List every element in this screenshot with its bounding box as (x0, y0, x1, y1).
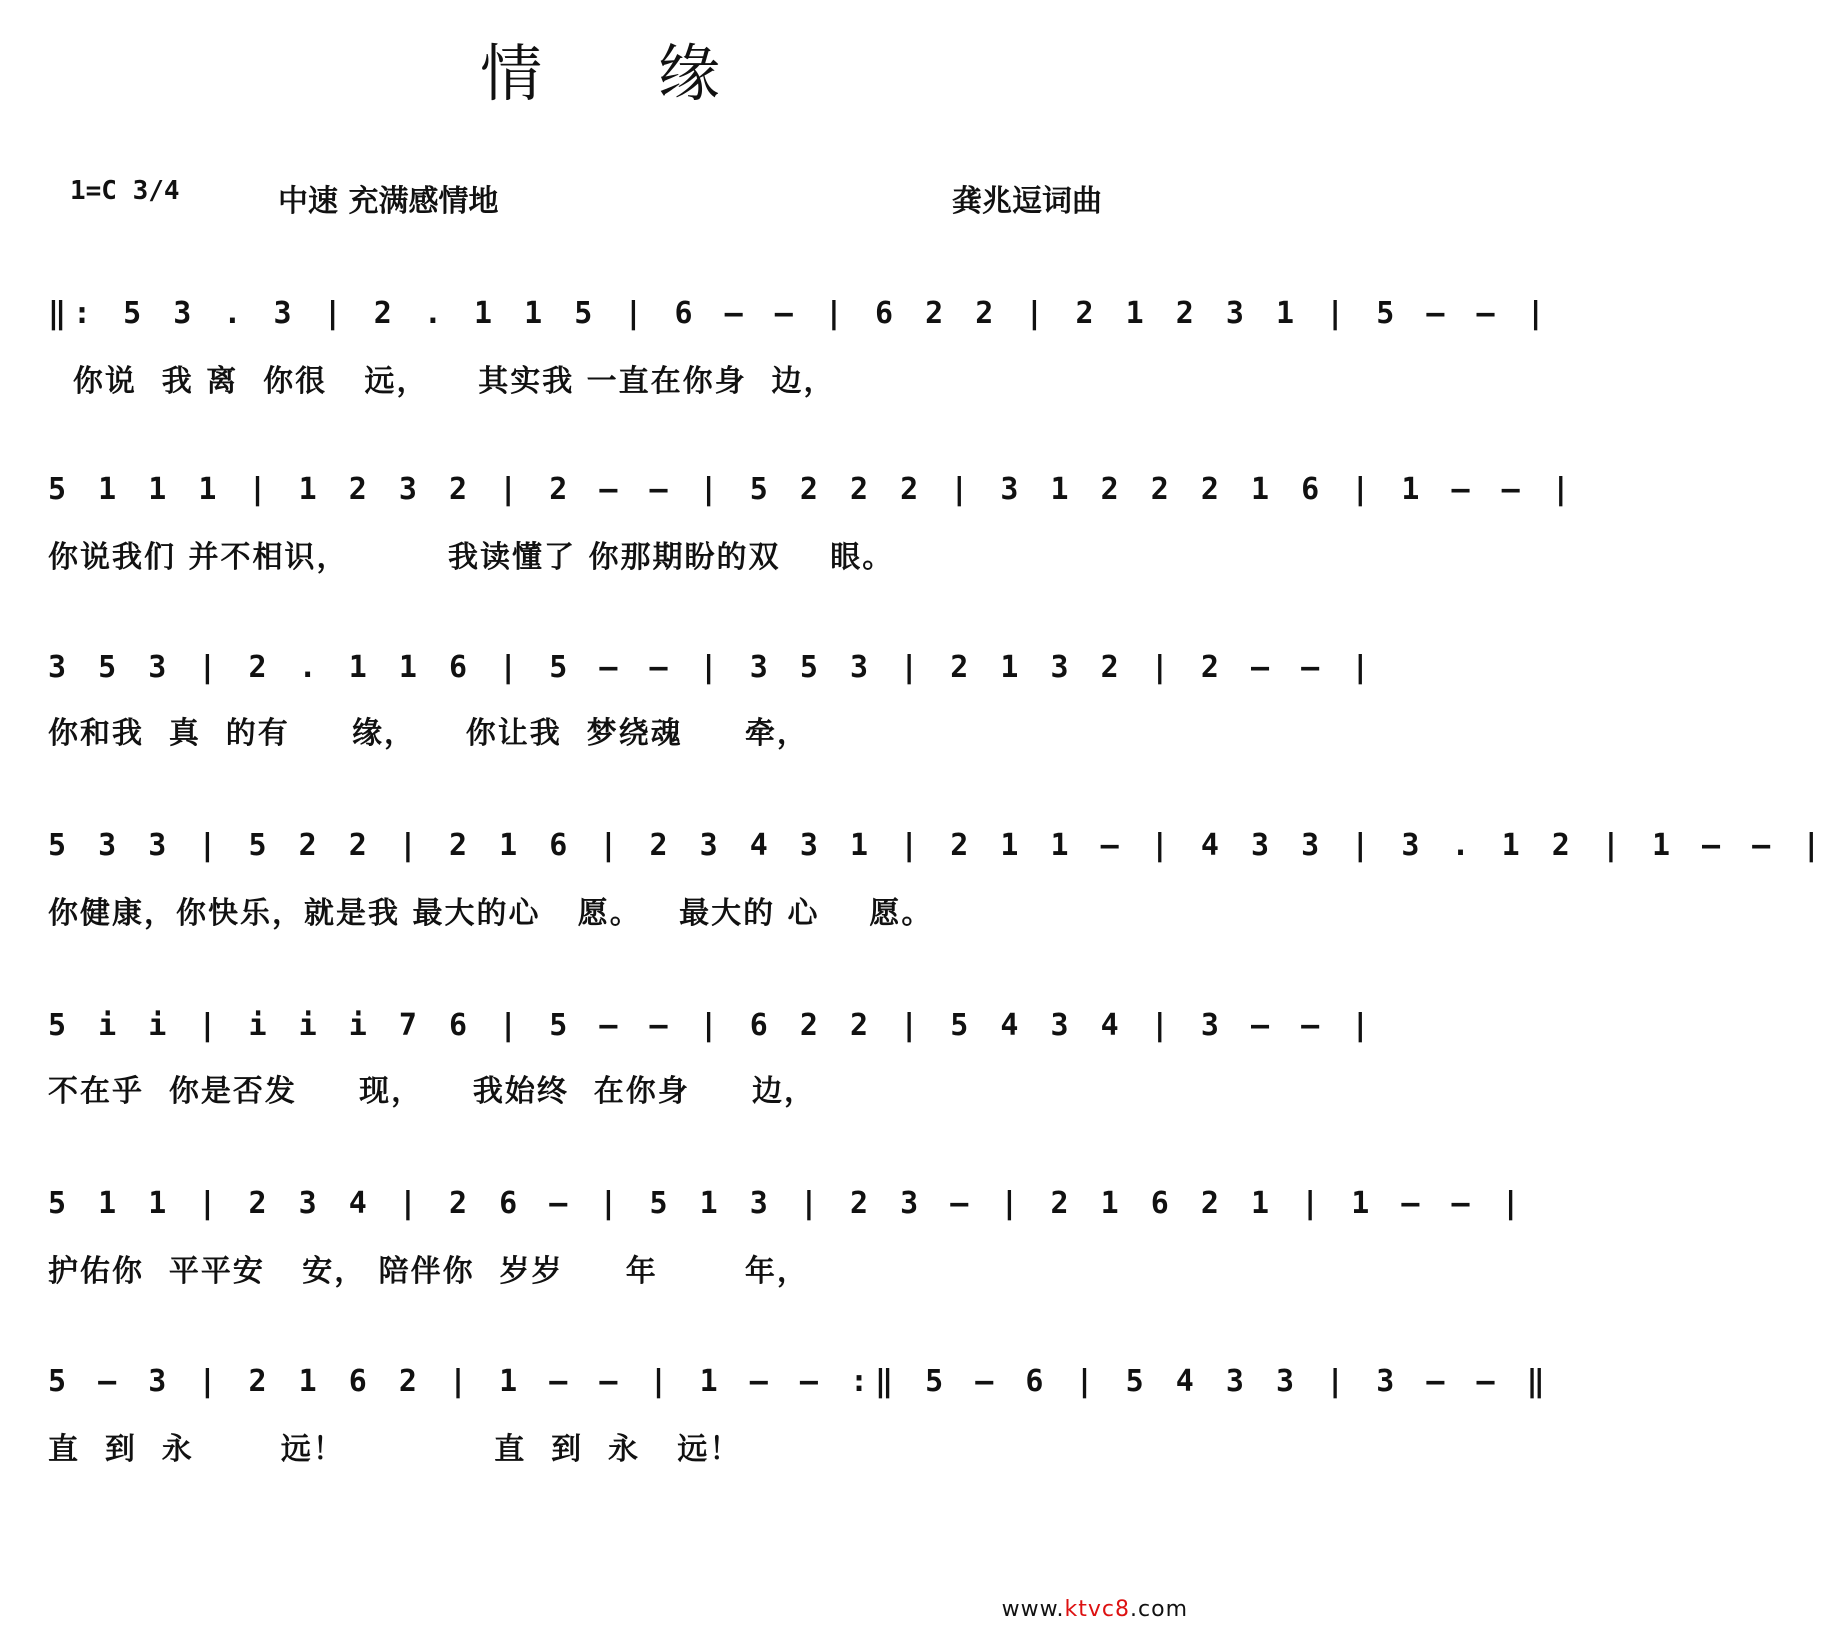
watermark-suffix: .com (1130, 1597, 1188, 1622)
author-credit: 龚兆逗词曲 (952, 184, 1102, 219)
lyrics-row-4: 你健康，你快乐，就是我 最大的心 愿。 最大的 心 愿。 (48, 896, 934, 931)
notation-row-4: 5 3 3 | 5 2 2 | 2 1 6 | 2 3 4 3 1 | 2 1 1 — | 4 3 3 | 3 . 1 2 | 1 — — | (48, 828, 1827, 863)
tempo-marking: 中速 充满感情地 (278, 184, 499, 219)
notation-row-2: 5 1 1 1 | 1 2 3 2 | 2 — — | 5 2 2 2 | 3 1 2 2 2 1 6 | 1 — — | (48, 472, 1577, 507)
song-title: 情 缘 (480, 37, 768, 110)
lyrics-row-5: 不在乎 你是否发 现， 我始终 在你身 边， (48, 1074, 816, 1109)
notation-row-7: 5 — 3 | 2 1 6 2 | 1 — — | 1 — — :‖ 5 — 6 | 5 4 3 3 | 3 — — ‖ (48, 1364, 1552, 1399)
watermark-prefix: www. (1001, 1597, 1065, 1622)
notation-row-6: 5 1 1 | 2 3 4 | 2 6 — | 5 1 3 | 2 3 — | 2 1 6 2 1 | 1 — — | (48, 1186, 1527, 1221)
notation-row-3: 3 5 3 | 2 . 1 1 6 | 5 — — | 3 5 3 | 2 1 3 2 | 2 — — | (48, 650, 1377, 685)
site-watermark (1002, 1597, 1188, 1622)
lyrics-row-1: 你说 我 离 你很 远， 其实我 一直在你身 边， (48, 364, 836, 399)
watermark-site: ktvc8 (1064, 1597, 1131, 1622)
notation-row-1: ‖: 5 3 . 3 | 2 . 1 1 5 | 6 — — | 6 2 2 | 2 1 2 3 1 | 5 — — | (48, 296, 1552, 331)
lyrics-row-6: 护佑你 平平安 安， 陪伴你 岁岁 年 年， (48, 1254, 809, 1289)
notation-row-5: 5 i i | i i i 7 6 | 5 — — | 6 2 2 | 5 4 3 4 | 3 — — | (48, 1008, 1377, 1043)
lyrics-row-7: 直 到 永 远！ 直 到 永 远！ (48, 1432, 742, 1467)
lyrics-row-3: 你和我 真 的有 缘， 你让我 梦绕魂 牵， (48, 716, 809, 751)
lyrics-row-2: 你说我们 并不相识， 我读懂了 你那期盼的双 眼。 (48, 540, 895, 575)
key-signature: 1=C 3/4 (70, 176, 180, 206)
